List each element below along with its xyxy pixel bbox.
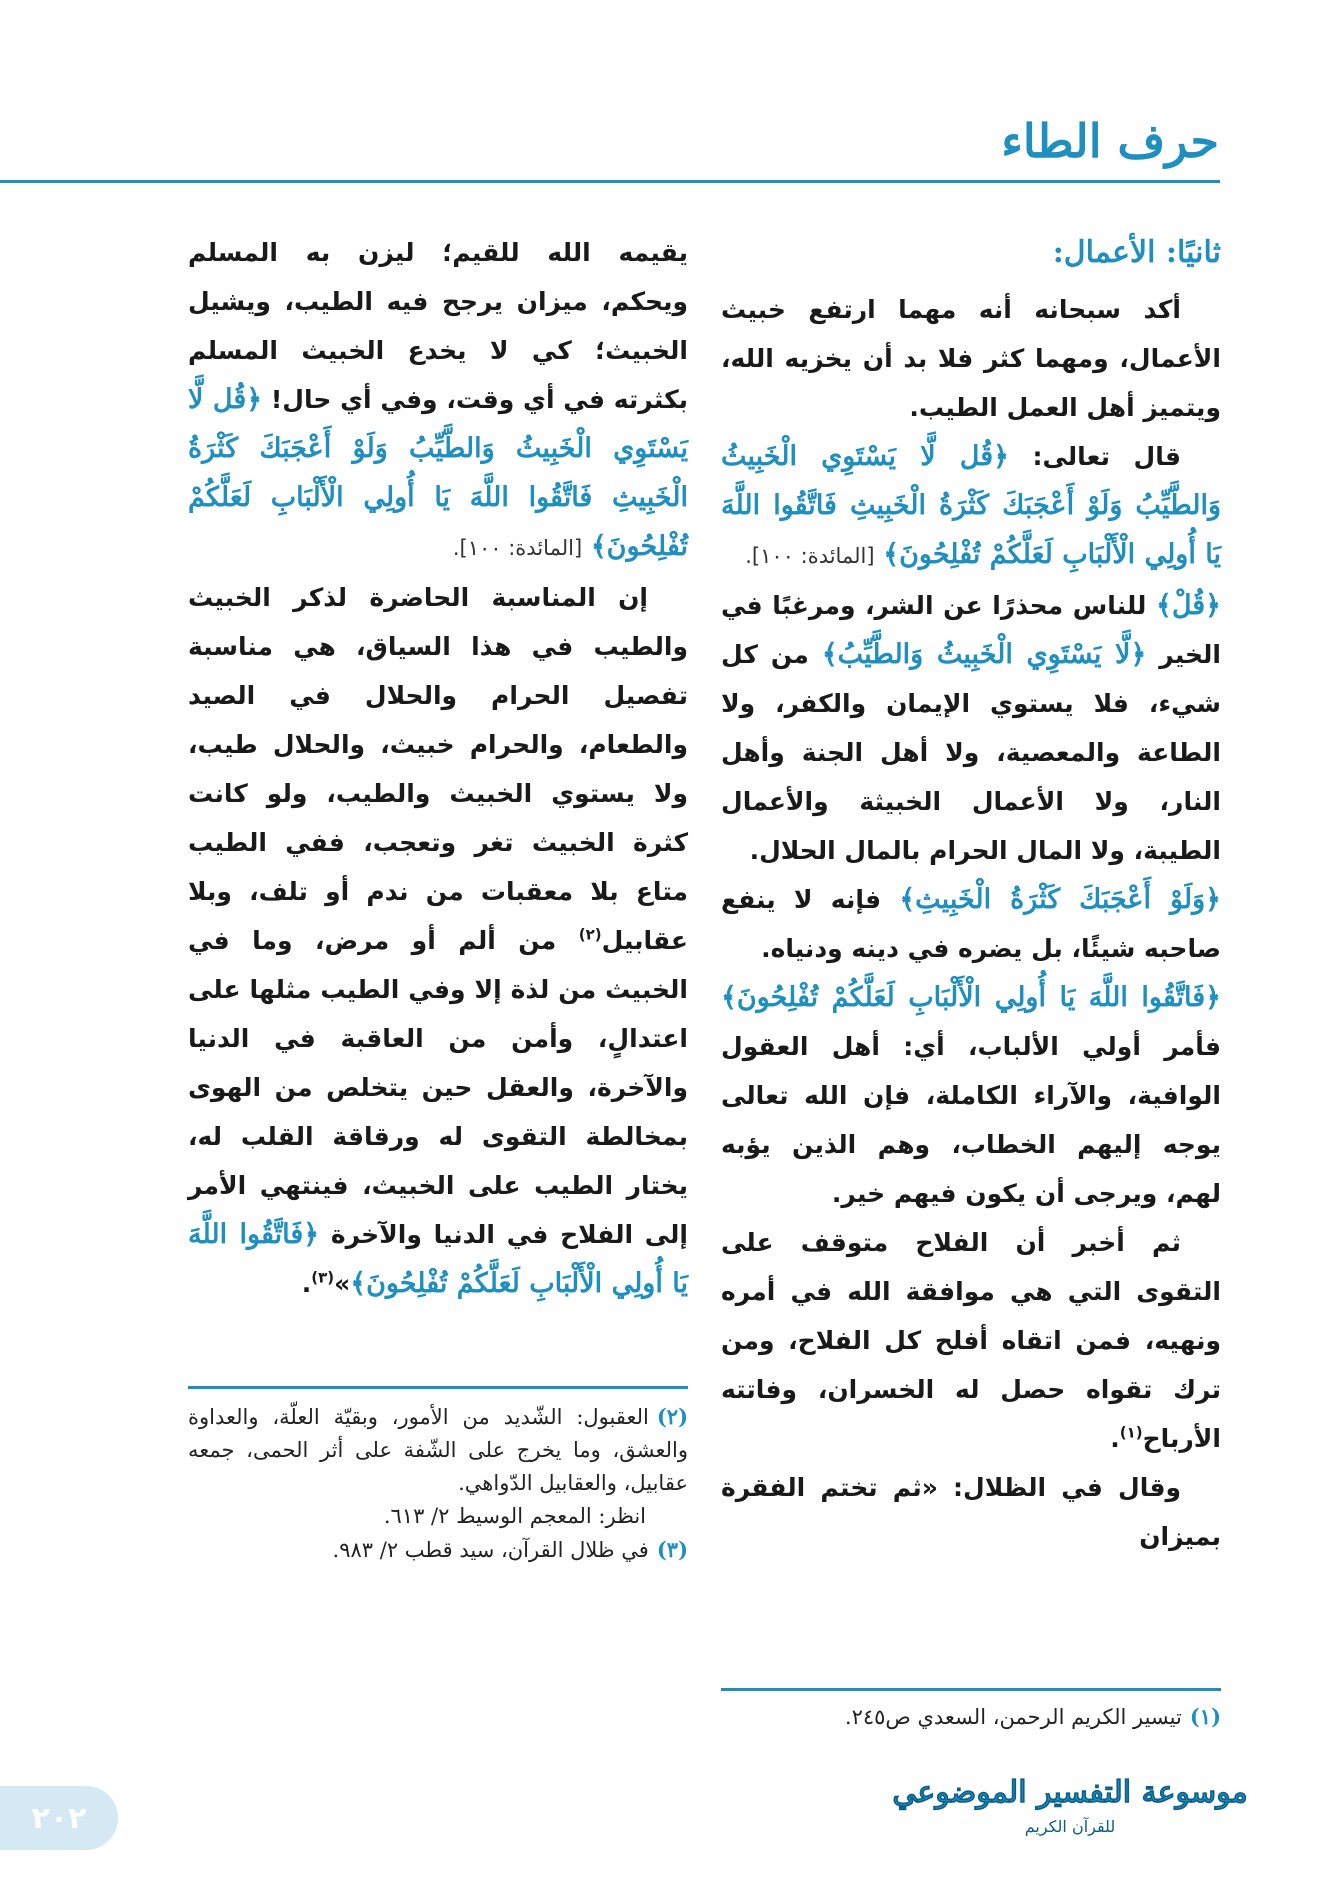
paragraph-text: أكد سبحانه أنه مهما ارتفع خبيث الأعمال، ومهما كثر فلا بد أن يخزيه الله، ويتميز أهل العمل الطيب.: [721, 295, 1221, 422]
footnotes-left: [188, 1400, 688, 1567]
left-column: [188, 228, 688, 1378]
paragraph-text: »: [334, 1269, 351, 1298]
page-header-title: حرف الطاء: [1001, 114, 1219, 168]
paragraph: [721, 875, 1221, 973]
footnote-divider: [188, 1386, 688, 1389]
paragraph-text: .: [301, 1269, 312, 1298]
paragraph-text: للناس محذرًا عن الشر، ومرغبًا في الخير: [721, 591, 1221, 669]
footnote-divider: [721, 1688, 1221, 1691]
footnotes-right: [721, 1700, 1221, 1734]
quran-verse: ﴿قُل لَّا يَسْتَوِي الْخَبِيثُ وَالطَّيِّبُ وَلَوْ أَعْجَبَكَ كَثْرَةُ الْخَبِيثِ فَاتَّقُوا اللَّهَ يَا أُولِي الْأَلْبَابِ لَعَلَّكُمْ تُفْلِحُونَ﴾: [721, 441, 1221, 570]
quran-verse: ﴿قُلْ﴾: [1156, 590, 1221, 621]
encyclopedia-logo: [892, 1758, 1248, 1842]
paragraph: [721, 285, 1221, 432]
quran-verse: ﴿وَلَوْ أَعْجَبَكَ كَثْرَةُ الْخَبِيثِ﴾: [899, 884, 1221, 915]
paragraph-text: .: [1110, 1424, 1120, 1453]
quran-verse: ﴿لَّا يَسْتَوِي الْخَبِيثُ وَالطَّيِّبُ﴾: [821, 639, 1147, 670]
paragraph-text: إن المناسبة الحاضرة لذكر الخبيث والطيب في هذا السياق، هي مناسبة تفصيل الحرام والحلال في الصيد والطعام، والحرام خبيث، والحلال طيب، ولا يستوي الخبيث والطيب، ولو كانت كثرة الخبيث تغر وتعجب، ففي الطيب متاع بلا معقبات من ندم أو تلف، وبلا عقابيل: [188, 583, 688, 955]
header-divider: [0, 180, 1220, 183]
footnote-text: في ظلال القرآن، سيد قطب ٢/ ٩٨٣.: [332, 1538, 649, 1562]
paragraph-text: يقيمه الله للقيم؛ ليزن به المسلم ويحكم، ميزان يرجح فيه الطيب، ويشيل الخبيث؛ كي لا يخدع الخبيث المسلم بكثرته في أي وقت، وفي أي حال!: [188, 238, 688, 414]
paragraph: [721, 1463, 1221, 1561]
verse-reference: [المائدة: ١٠٠].: [745, 544, 875, 568]
footnote-number: (٣): [656, 1537, 688, 1562]
paragraph-text: من ألم أو مرض، وما في الخبيث من لذة إلا وفي الطيب مثلها على اعتدالٍ، وأمن من العاقبة في الدنيا والآخرة، والعقل حين يتخلص من الهوى بمخالطة التقوى له ورقاقة القلب له، يختار الطيب على الخبيث، فينتهي الأمر إلى الفلاح في الدنيا والآخرة: [188, 926, 689, 1249]
footnote: [721, 1700, 1221, 1734]
paragraph-text: فأمر أولي الألباب، أي: أهل العقول الوافية، والآراء الكاملة، فإن الله تعالى يوجه إليهم الخطاب، وهم الذين يؤبه لهم، ويرجى أن يكون فيهم خير.: [721, 1032, 1221, 1208]
footnote-source: انظر: المعجم الوسيط ٢/ ٦١٣.: [383, 1504, 646, 1528]
footnote-number: (١): [1189, 1704, 1221, 1729]
paragraph: [721, 973, 1221, 1218]
paragraph: [721, 581, 1221, 875]
footnote: [188, 1400, 688, 1500]
right-column: [721, 228, 1221, 1668]
footnote-number: (٢): [656, 1404, 688, 1429]
quran-verse: ﴿فَاتَّقُوا اللَّهَ يَا أُولِي الْأَلْبَابِ لَعَلَّكُمْ تُفْلِحُونَ﴾: [721, 982, 1221, 1013]
quran-verse: ﴿فَاتَّقُوا اللَّهَ يَا أُولِي الْأَلْبَابِ لَعَلَّكُمْ تُفْلِحُونَ﴾: [188, 1219, 688, 1299]
page-number-badge: [0, 1786, 118, 1850]
footnote-marker[interactable]: (٣): [311, 1268, 335, 1287]
paragraph-text: فإنه لا ينفع صاحبه شيئًا، بل يضره في دينه ودنياه.: [721, 885, 1221, 963]
section-heading: ثانيًا: الأعمال:: [1052, 235, 1221, 270]
footnote-marker[interactable]: (٢): [578, 925, 602, 944]
paragraph-text: من كل شيء، فلا يستوي الإيمان والكفر، ولا الطاعة والمعصية، ولا أهل الجنة وأهل النار، ولا الأعمال الخبيثة والأعمال الطيبة، ولا المال الحرام بالمال الحلال.: [721, 640, 1221, 865]
paragraph: [721, 432, 1221, 581]
paragraph: [721, 1218, 1221, 1463]
footnote-text: العقبول: الشّديد من الأمور، وبقيّة العلّة، والعداوة والعشق، وما يخرج على الشّفة على أثر الحمى، جمعه عقابيل، والعقابيل الدّواهي.: [188, 1405, 688, 1495]
paragraph-text: قال تعالى:: [1008, 442, 1181, 471]
logo-subtitle: للقرآن الكريم: [1024, 1817, 1116, 1836]
paragraph-text: ثم أخبر أن الفلاح متوقف على التقوى التي هي موافقة الله في أمره ونهيه، فمن اتقاه أفلح كل الفلاح، ومن ترك تقواه حصل له الخسران، وفاتته الأرباح: [721, 1228, 1221, 1453]
page-number: ٢٠٢: [31, 1800, 87, 1836]
paragraph: [188, 573, 688, 1308]
logo-title: موسوعة التفسير الموضوعي: [892, 1775, 1248, 1810]
paragraph-text: وقال في الظلال: «ثم تختم الفقرة بميزان: [721, 1473, 1221, 1551]
verse-reference: [المائدة: ١٠٠].: [452, 536, 583, 560]
footnote-text: تيسير الكريم الرحمن، السعدي ص٢٤٥.: [844, 1705, 1182, 1729]
paragraph: [188, 228, 688, 573]
footnote: [188, 1533, 688, 1567]
quran-verse: ﴿قُل لَّا يَسْتَوِي الْخَبِيثُ وَالطَّيِّبُ وَلَوْ أَعْجَبَكَ كَثْرَةُ الْخَبِيثِ فَاتَّقُوا اللَّهَ يَا أُولِي الْأَلْبَابِ لَعَلَّكُمْ تُفْلِحُونَ﴾: [188, 384, 688, 562]
footnote-marker[interactable]: (١): [1119, 1423, 1143, 1442]
